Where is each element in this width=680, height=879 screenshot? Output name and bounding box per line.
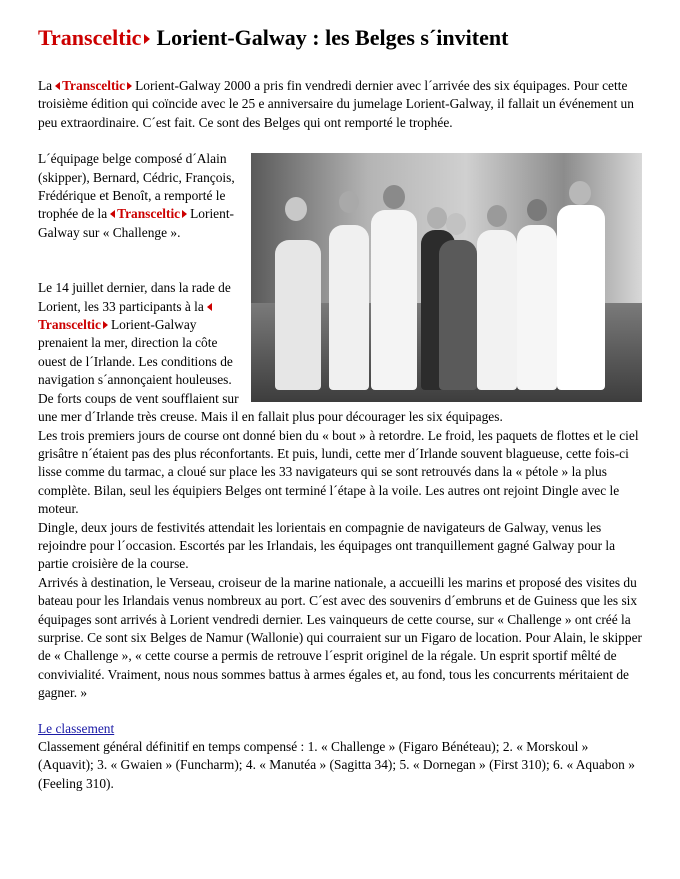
arrow-right-icon	[127, 82, 132, 90]
intro-before: La	[38, 78, 53, 93]
brand-link[interactable]: Transceltic	[62, 78, 126, 93]
photo-person	[557, 205, 605, 390]
photo-person	[517, 225, 557, 390]
crew-before: L´équipage belge composé d´Alain (skipper), Bernard, Cédric, François, Frédérique et Benoît, a remporté le trophée de la	[38, 151, 235, 222]
intro-paragraph	[38, 77, 642, 132]
arrow-right-icon	[182, 210, 187, 218]
title-brand: Transceltic	[38, 25, 142, 50]
photo-person	[329, 225, 369, 390]
body-paragraph: Les trois premiers jours de course ont donné bien du « bout » à retordre. Le froid, les paquets de flottes et le ciel grisâtre n´étaient pas des plus réconfortants. Et puis, lundi, cette mer d´Irlande souvent blagueuse, cette fois-ci lisse comme du tarmac, a cloué sur place les 33 navigateurs qui se sont retrouvés dans la « pétole » la plus complète. Bilan, seul les équipiers Belges ont terminé l´étape à la voile. Les autres ont rejoint Dingle avec le moteur.	[38, 427, 639, 517]
crew-photo	[251, 153, 642, 402]
brand-link[interactable]: Transceltic	[117, 206, 181, 222]
race-after: Lorient-Galway prenaient la mer, direction la côte ouest de l´Irlande. Les conditions de navigation s´annonçaient houleuses. De forts coups de vent soufflaient sur une mer d´Irlande très creuse. Mais il en fallait plus pour décourager les six équipages.	[38, 317, 503, 425]
classement-link[interactable]: Le classement	[38, 720, 115, 736]
page-title	[38, 24, 642, 52]
arrow-left-icon	[110, 210, 115, 218]
crew-after: Lorient-Galway sur « Challenge ».	[38, 206, 234, 240]
photo-person	[275, 240, 321, 390]
arrow-right-icon	[103, 321, 108, 329]
arrow-right-icon	[144, 34, 150, 44]
body-paragraph: Arrivés à destination, le Verseau, croiseur de la marine nationale, a accueilli les marins et proposé des visites du bateau pour les Irlandais venus nombreux au port. C´est avec des souvenirs d´embruns et de Guiness que les six équipages sont arrivés à Lorient vendredi dernier. Les vainqueurs de cette course, sur « Challenge » ont créé la surprise. Ce sont six Belges de Namur (Wallonie) qui courraient sur un Figaro de location. Pour Alain, le skipper de « Challenge », « cette course a permis de retrouve l´esprit originel de la régale. Un esprit sportif mêlté de convivialité. Vraiment, nous nous sommes battus à armes égales et, au fond, tous les concurrents méritaient de gagner. »	[38, 574, 642, 701]
classement-text: Classement général définitif en temps compensé : 1. « Challenge » (Figaro Bénéteau); 2. « Morskoul » (Aquavit); 3. « Gwaien » (Funcharm); 4. « Manutéa » (Sagitta 34); 5. « Dornegan » (First 310); 6. « Aquabon » (Feeling 310).	[38, 739, 635, 791]
intro-after: Lorient-Galway 2000 a pris fin vendredi dernier avec l´arrivée des six équipages. Pour cette troisième édition qui coïncide avec le 25 e anniversaire du jumelage Lorient-Galway, il fallait un événement un peu extraordinaire. C´est fait. Ce sont des Belges qui ont remporté le trophée.	[38, 78, 634, 130]
photo-person	[477, 230, 517, 390]
race-before: Le 14 juillet dernier, dans la rade de Lorient, les 33 participants à la	[38, 280, 231, 314]
photo-person	[371, 210, 417, 390]
arrow-left-icon	[55, 82, 60, 90]
arrow-left-icon	[207, 303, 212, 311]
title-text: Lorient-Galway : les Belges s´invitent	[156, 25, 509, 50]
brand-link[interactable]: Transceltic	[38, 317, 101, 333]
classement-section	[38, 720, 642, 794]
photo-person	[439, 240, 477, 390]
body-paragraph: Dingle, deux jours de festivités attendait les lorientais en compagnie de navigateurs de Galway, venus les rejoindre pour l´occasion. Escortés par les Irlandais, les équipages ont tranquillement gagné Galway pour la partie croisière de la course.	[38, 519, 616, 572]
